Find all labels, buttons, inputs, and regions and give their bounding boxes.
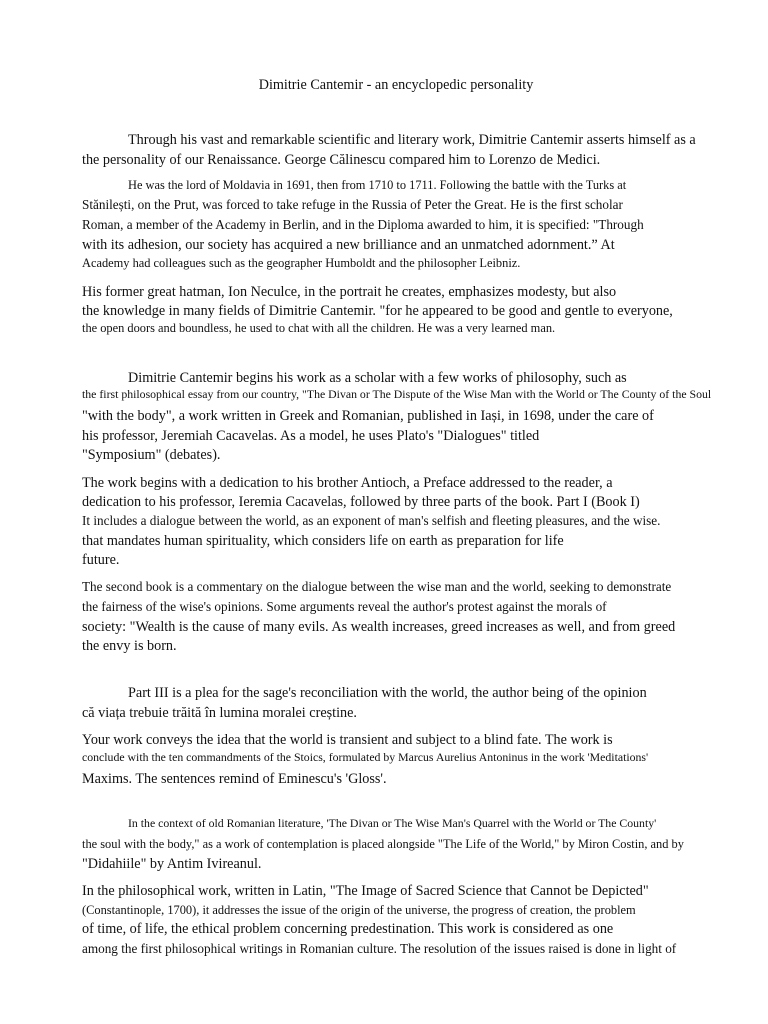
text-line: "Symposium" (debates). <box>82 447 221 463</box>
text-line: Roman, a member of the Academy in Berlin, and in the Diploma awarded to him, it is specified: "Through <box>82 217 644 232</box>
text-line: Through his vast and remarkable scientific and literary work, Dimitrie Cantemir asserts himself as a <box>128 132 696 148</box>
text-line: Dimitrie Cantemir begins his work as a scholar with a few works of philosophy, such as <box>128 370 627 386</box>
text-line: Academy had colleagues such as the geographer Humboldt and the philosopher Leibniz. <box>82 256 521 270</box>
text-line: (Constantinople, 1700), it addresses the issue of the origin of the universe, the progress of creation, the problem <box>82 903 636 917</box>
text-line: among the first philosophical writings in Romanian culture. The resolution of the issues raised is done in light of <box>82 941 677 956</box>
text-line: "Didahiile" by Antim Ivireanul. <box>82 856 262 872</box>
text-line: the open doors and boundless, he used to chat with all the children. He was a very learned man. <box>82 321 556 335</box>
document-title: Dimitrie Cantemir - an encyclopedic personality <box>258 77 534 93</box>
text-line: the soul with the body," as a work of contemplation is placed alongside "The Life of the World," by Miron Costin, and by <box>82 837 684 851</box>
text-line: future. <box>82 552 120 568</box>
text-line: the personality of our Renaissance. George Călinescu compared him to Lorenzo de Medici. <box>82 152 601 168</box>
text-line: He was the lord of Moldavia in 1691, then from 1710 to 1711. Following the battle with the Turks at <box>128 178 627 192</box>
text-line: the fairness of the wise's opinions. Some arguments reveal the author's protest against the morals of <box>82 599 607 614</box>
text-line: society: "Wealth is the cause of many evils. As wealth increases, greed increases as well, and from greed <box>82 619 676 635</box>
text-line: In the context of old Romanian literature, 'The Divan or The Wise Man's Quarrel with the World or The County' <box>128 816 657 830</box>
text-line: with its adhesion, our society has acquired a new brilliance and an unmatched adornment.” At <box>82 237 615 253</box>
text-line: că viața trebuie trăită în lumina moralei creștine. <box>82 705 357 721</box>
text-line: It includes a dialogue between the world, as an exponent of man's selfish and fleeting pleasures, and the wise. <box>82 513 661 528</box>
text-line: of time, of life, the ethical problem concerning predestination. This work is considered as one <box>82 921 614 937</box>
text-line: that mandates human spirituality, which considers life on earth as preparation for life <box>82 533 564 549</box>
text-line: The second book is a commentary on the dialogue between the wise man and the world, seeking to demonstrate <box>82 579 672 594</box>
text-line: In the philosophical work, written in Latin, "The Image of Sacred Science that Cannot be Depicted" <box>82 883 649 899</box>
text-line: the envy is born. <box>82 638 177 654</box>
text-line: dedication to his professor, Ieremia Cacavelas, followed by three parts of the book. Part I (Book I) <box>82 494 640 510</box>
text-line: his professor, Jeremiah Cacavelas. As a model, he uses Plato's "Dialogues" titled <box>82 428 540 444</box>
text-line: conclude with the ten commandments of the Stoics, formulated by Marcus Aurelius Antoninus in the work 'Meditations' <box>82 750 649 764</box>
text-line: "with the body", a work written in Greek and Romanian, published in Iași, in 1698, under the care of <box>82 408 654 424</box>
text-line: The work begins with a dedication to his brother Antioch, a Preface addressed to the reader, a <box>82 475 613 491</box>
text-line: the first philosophical essay from our country, "The Divan or The Dispute of the Wise Man with the World or The County of the Soul <box>82 387 712 401</box>
text-line: Stănilești, on the Prut, was forced to take refuge in the Russia of Peter the Great. He is the first scholar <box>82 197 623 212</box>
text-line: Your work conveys the idea that the world is transient and subject to a blind fate. The work is <box>82 732 613 748</box>
text-line: Part III is a plea for the sage's reconciliation with the world, the author being of the opinion <box>128 685 647 701</box>
text-line: the knowledge in many fields of Dimitrie Cantemir. "for he appeared to be good and gentle to everyone, <box>82 303 673 319</box>
text-line: His former great hatman, Ion Neculce, in the portrait he creates, emphasizes modesty, but also <box>82 284 617 300</box>
text-line: Maxims. The sentences remind of Eminescu's 'Gloss'. <box>82 771 387 787</box>
